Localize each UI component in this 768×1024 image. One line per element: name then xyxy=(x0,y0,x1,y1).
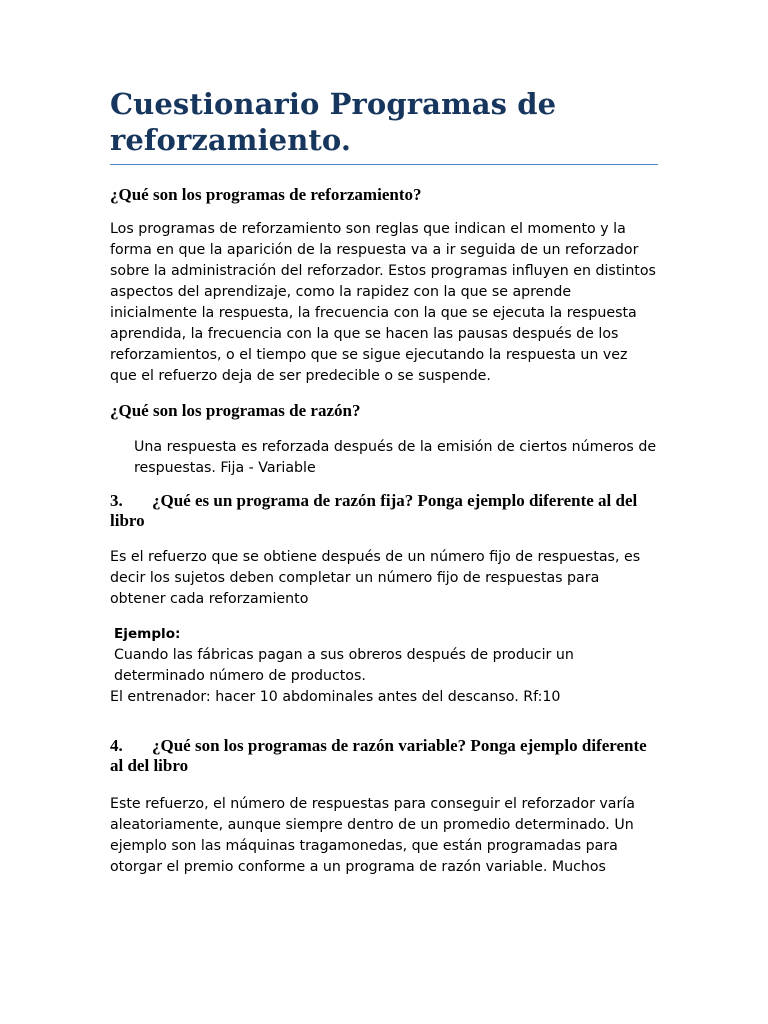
answer-4: Este refuerzo, el número de respuestas para conseguir el reforzador varía aleatoriamente, aunque siempre dentro de un promedio determinado. Un ejemplo son las máquinas tragamonedas, que están programadas para otorgar el premio conforme a un programa de razón variable. Muchos xyxy=(110,796,635,875)
question-4-number: 4. xyxy=(110,736,123,755)
document-page xyxy=(110,86,658,878)
title-underline xyxy=(110,164,658,165)
question-3-text: ¿Qué es un programa de razón fija? Ponga ejemplo diferente al del libro xyxy=(110,491,638,530)
answer-3: Es el refuerzo que se obtiene después de un número fijo de respuestas, es decir los sujetos deben completar un número fijo de respuestas para obtener cada reforzamiento xyxy=(110,549,641,607)
question-3-number: 3. xyxy=(110,491,123,510)
example-line-2: El entrenador: hacer 10 abdominales antes del descanso. Rf:10 xyxy=(110,689,561,705)
document-title: Cuestionario Programas de reforzamiento. xyxy=(110,87,557,157)
answer-2: Una respuesta es reforzada después de la emisión de ciertos números de respuestas. Fija - Variable xyxy=(134,439,657,476)
example-label: Ejemplo: xyxy=(114,626,181,642)
answer-1: Los programas de reforzamiento son reglas que indican el momento y la forma en que la aparición de la respuesta va a ir seguida de un reforzador sobre la administración del reforzador. Estos programas influyen en distintos aspectos del aprendizaje, como la rapidez con la que se aprende inicialmente la respuesta, la frecuencia con la que se ejecuta la respuesta aprendida, la frecuencia con la que se hacen las pausas después de los reforzamientos, o el tiempo que se sigue ejecutando la respuesta un vez que el refuerzo deja de ser predecible o se suspende. xyxy=(110,221,656,384)
example-block xyxy=(110,624,658,708)
question-4-text: ¿Qué son los programas de razón variable? Ponga ejemplo diferente al del libro xyxy=(110,736,647,775)
example-line-1: Cuando las fábricas pagan a sus obreros después de producir un determinado número de productos. xyxy=(114,647,574,684)
question-4 xyxy=(110,736,658,776)
question-1: ¿Qué son los programas de reforzamiento? xyxy=(110,185,422,204)
question-3 xyxy=(110,491,658,531)
question-2: ¿Qué son los programas de razón? xyxy=(110,401,361,420)
